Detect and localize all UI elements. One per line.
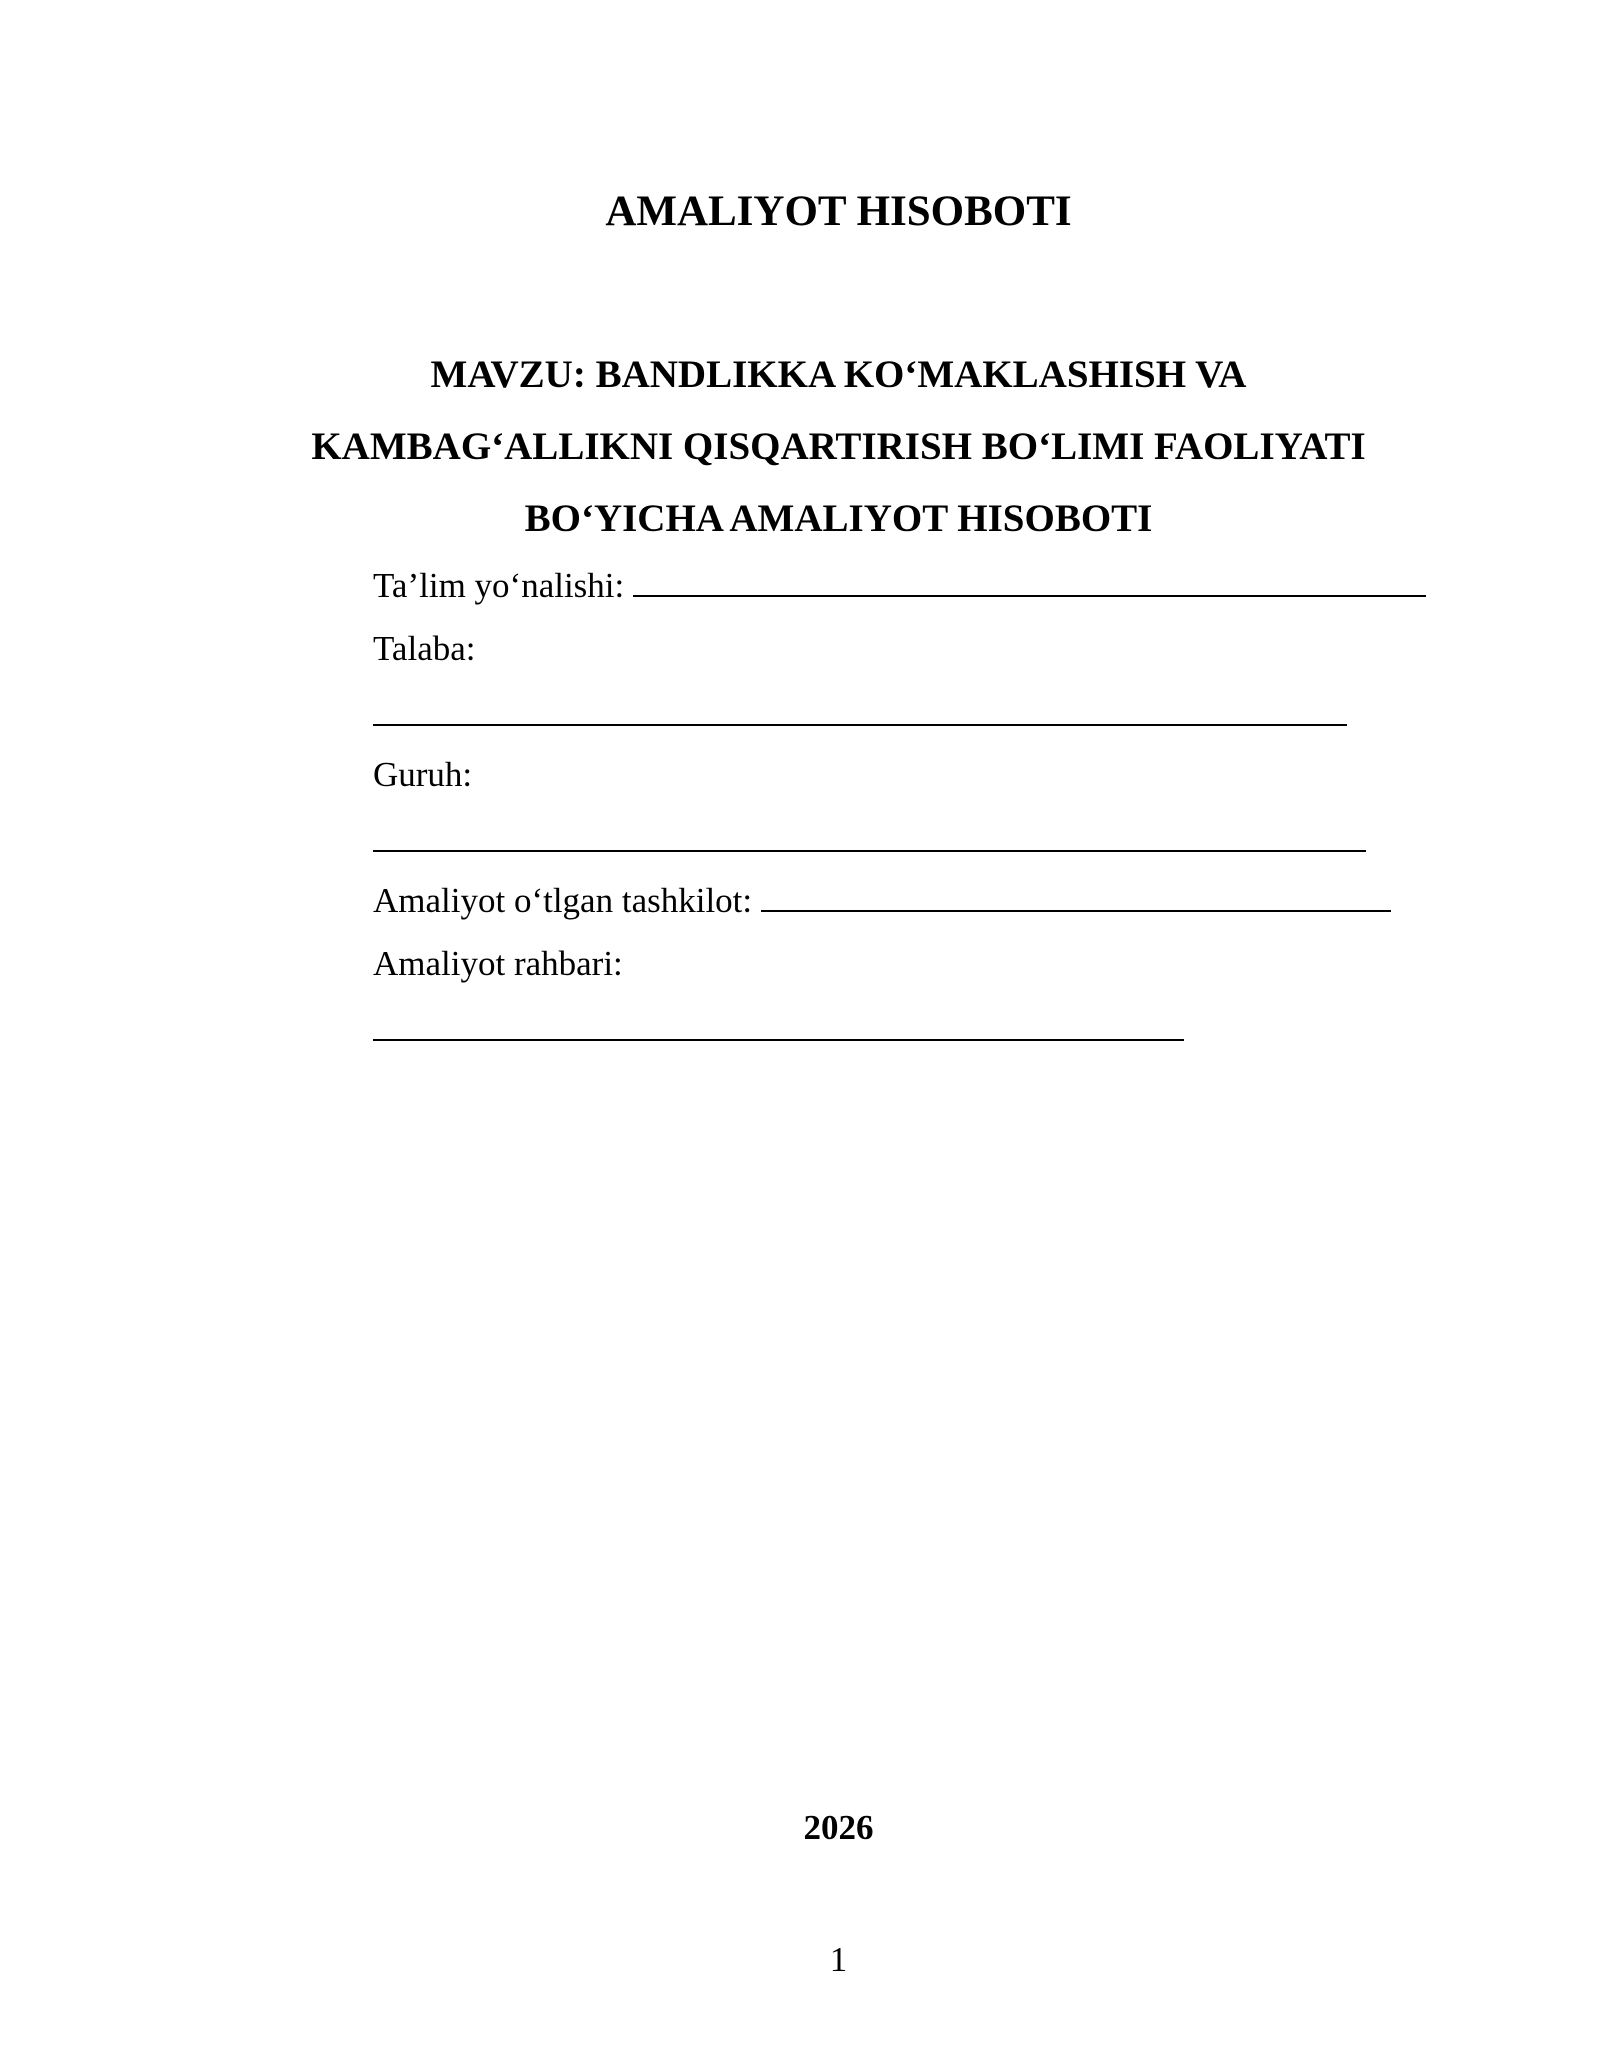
page-number: 1 <box>829 1940 848 1979</box>
document-title: AMALIYOT HISOBOTI <box>605 188 1072 235</box>
student-label: Talaba: <box>373 629 476 668</box>
supervisor-row <box>373 932 1503 995</box>
supervisor-blank <box>373 995 1184 1041</box>
group-blank-row <box>373 806 1503 869</box>
topic-line-3: BO‘YICHA AMALIYOT HISOBOTI <box>524 497 1153 540</box>
report-fields <box>373 554 1503 1058</box>
supervisor-blank-row <box>373 995 1503 1058</box>
organization-blank <box>761 870 1391 912</box>
group-blank <box>373 806 1366 852</box>
student-blank <box>373 680 1347 726</box>
group-label: Guruh: <box>373 755 473 794</box>
education-direction-row <box>373 554 1503 617</box>
organization-label: Amaliyot o‘tlgan tashkilot: <box>373 881 753 920</box>
topic-line-1: MAVZU: BANDLIKKA KO‘MAKLASHISH VA <box>430 353 1247 396</box>
group-row <box>373 743 1503 806</box>
report-topic <box>0 339 1600 555</box>
education-direction-label: Ta’lim yo‘nalishi: <box>373 566 625 605</box>
student-blank-row <box>373 680 1503 743</box>
student-row <box>373 617 1503 680</box>
supervisor-label: Amaliyot rahbari: <box>373 944 623 983</box>
report-year: 2026 <box>803 1808 874 1847</box>
topic-line-2: KAMBAG‘ALLIKNI QISQARTIRISH BO‘LIMI FAOLIYATI <box>311 425 1366 468</box>
education-direction-blank <box>633 555 1426 597</box>
organization-row <box>373 869 1503 932</box>
